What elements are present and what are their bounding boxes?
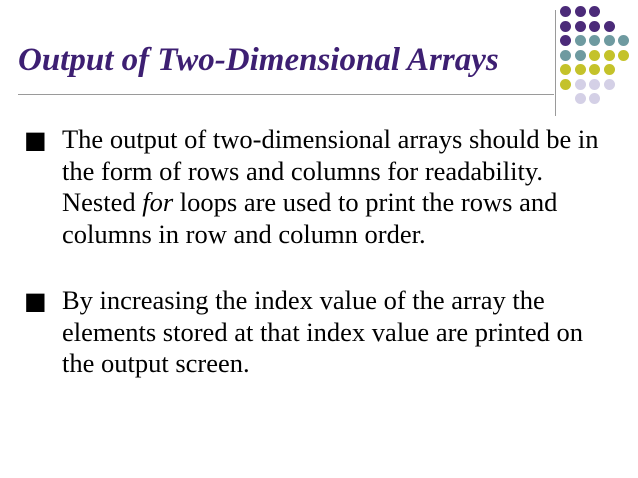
decorative-dot — [589, 6, 600, 17]
decorative-dot — [560, 50, 571, 61]
decorative-dot — [589, 79, 600, 90]
bullet-2-text: By increasing the index value of the array the elements stored at that index value are printed on the output screen. — [62, 285, 583, 378]
decorative-dot — [618, 35, 629, 46]
decorative-dot — [589, 50, 600, 61]
vertical-divider — [555, 10, 556, 116]
decorative-dot — [575, 64, 586, 75]
bullet-1-text — [62, 124, 599, 249]
decorative-dot — [589, 35, 600, 46]
decorative-dot — [560, 64, 571, 75]
decorative-dot — [604, 79, 615, 90]
decorative-dot — [575, 21, 586, 32]
square-bullet-icon: ■ — [24, 126, 47, 154]
slide-title: Output of Two-Dimensional Arrays — [18, 42, 499, 78]
bullet-1-text-part-3: loops are used to print the rows and columns in row and column order. — [62, 187, 558, 249]
bullet-list — [24, 124, 614, 380]
decorative-dot — [575, 35, 586, 46]
decorative-dot — [604, 21, 615, 32]
decorative-dot — [589, 64, 600, 75]
bullet-1-for-keyword: for — [142, 187, 174, 217]
decorative-dot — [560, 21, 571, 32]
decorative-dot — [560, 6, 571, 17]
bullet-1-text-part-1: The output of two-dimensional arrays should be in the form of rows and columns for readability. Nested — [62, 124, 599, 217]
decorative-dot — [589, 21, 600, 32]
decorative-dot — [560, 35, 571, 46]
decorative-dot — [560, 79, 571, 90]
decorative-dot — [575, 50, 586, 61]
decorative-dot — [604, 50, 615, 61]
bullet-item-1 — [24, 124, 614, 250]
decorative-dot — [575, 6, 586, 17]
horizontal-divider — [18, 94, 554, 95]
decorative-dot — [618, 50, 629, 61]
decorative-dot-grid — [560, 6, 638, 116]
decorative-dot — [604, 64, 615, 75]
decorative-dot — [604, 35, 615, 46]
decorative-dot — [575, 93, 586, 104]
decorative-dot — [575, 79, 586, 90]
bullet-item-2 — [24, 285, 614, 380]
decorative-dot — [589, 93, 600, 104]
square-bullet-icon: ■ — [24, 287, 47, 315]
